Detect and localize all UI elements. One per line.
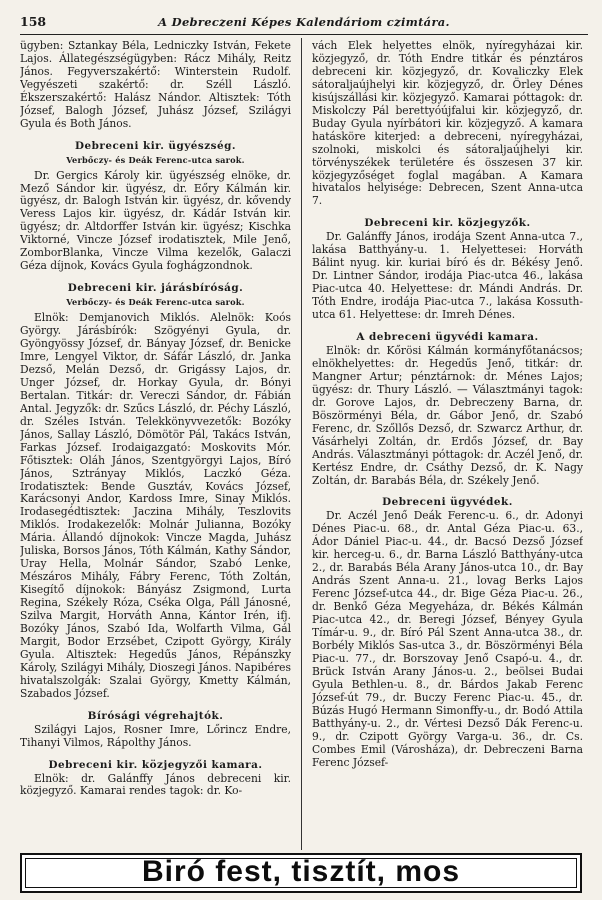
advertisement-text: Biró fest, tisztít, mos <box>141 855 461 888</box>
section-title-kozjegyzoi-kamara: Debreceni kir. közjegyzői kamara. <box>48 758 263 771</box>
page-number: 158 <box>20 14 47 29</box>
section-body-kozjegyzoi-kamara: Elnök: dr. Galánffy János debreceni kir. közjegyző. Kamarai rendes tagok: dr. Ko- <box>20 771 291 798</box>
section-title-ugyeszseg: Debreceni kir. ügyészség. <box>75 139 236 152</box>
section-subtitle-ugyeszseg: Verbőczy- és Deák Ferenc-utca sarok. <box>66 154 245 165</box>
page-header <box>20 14 588 35</box>
section-title-vegrehajtok: Bírósági végrehajtók. <box>87 709 224 722</box>
advertisement-banner <box>20 853 582 893</box>
section-title-ugyvedi-kamara: A debreceni ügyvédi kamara. <box>356 331 539 344</box>
section-body-ugyvedek: Dr. Aczél Jenő Deák Ferenc-u. 6., dr. Adonyi Dénes Piac-u. 68., dr. Antal Géza Piac-u. 63., Ádor Dániel Piac-u. 44., dr. Bacsó Dezső József kir. herceg-u. 6., dr. Barna László Batthyány-utca 2., dr. Barabás Béla Arany János-utca 10., dr. Bay András Szent Anna-u. 21., lovag Berks Lajos Ferenc József-utca 44., dr. Bige Géza Piac-u. 26., dr. Benkő Géza Megyeháza, dr. Békés Kálmán Piac-utca 42., dr. Beregi József, Bényey Gyula Tímár-u. 9., dr. Bíró Pál Szent Anna-utca 38., dr. Borbély Miklós Sas-utca 3., dr. Böszörményi Béla Piac-u. 77., dr. Borszovay Jenő Csapó-u. 4., dr. Brück István Arany János-u. 2., beölsei Budai Gyula Bethlen-u. 8., dr. Bárdos Jakab Ferenc József-út 79., dr. Buczy Ferenc Piac-u. 45., dr. Búzás Hugó Hermann Simonffy-u., dr. Bodó Attila Batthyány-u. 2., dr. Vértesi Dezső Dák Ferenc-u. 9., dr. Czipott György Varga-u. 36., dr. Cs. Combes Emil (Városháza), dr. Debreczeni Barna Ferenc József- <box>312 509 583 769</box>
section-subtitle-jarasbirosag: Verbőczy- és Deák Ferenc-utca sarok. <box>66 297 245 308</box>
section-body-vegrehajtok: Szilágyi Lajos, Rosner Imre, Lőrincz Endre, Tihanyi Vilmos, Rápolthy János. <box>20 722 291 749</box>
section-body-kozjegyzok: Dr. Galánffy János, irodája Szent Anna-utca 7., lakása Batthyány-u. 1. Helyettesei: Horváth Bálint nyug. kir. kuriai bíró és dr. Békésy Jenő. Dr. Lintner Sándor, irodája Piac-utca 46., lakása Piac-utca 40. Helyettese: dr. Mándi András. Dr. Tóth Endre, irodája Piac-utca 7., lakása Kossuth-utca 61. Helyettese: dr. Imreh Dénes. <box>312 230 583 322</box>
right-column <box>312 40 583 848</box>
left-column <box>20 40 291 848</box>
section-body-jarasbirosag: Elnök: Demjanovich Miklós. Alelnök: Koós György. Járásbírók: Szögyényi Gyula, dr. Gyöngyössy József, dr. Bányay József, dr. Benicke Imre, Lengyel Viktor, dr. Sáfár László, dr. Janka Dezső, Melán Dezső, dr. Grigássy Lajos, dr. Unger József, dr. Horkay Gyula, dr. Bónyi Bertalan. Titkár: dr. Vereczi Sándor, dr. Fábián Antal. Jegyzők: dr. Szűcs László, dr. Péchy László, dr. Széles István. Telekkönyvvezetők: Bozóky János, Sallay László, Dömötör Pál, Takács István, Farkas József. Irodaigazgató: Moskovits Mór. Főtisztek: Oláh János, Szentgyörgyi Lajos, Bíró János, Sztrányay Miklós, Laczkó Géza. Irodatisztek: Bende Gusztáv, Kovács József, Karácsonyi Andor, Kardoss Imre, Sinay Miklós. Irodasegédtisztek: Jaczina Mihály, Teszlovits Miklós. Irodakezelők: Molnár Julianna, Bozóky Mária. Állandó díjnokok: Vincze Magda, Juhász Juliska, Borsos János, Tóth Kálmán, Kathy Sándor, Uray Hella, Molnár Sándor, Szabó Lenke, Mészáros Mihály, Fábry Ferenc, Tóth Zoltán, Kisegítő díjnokok: Bányász Zsigmond, Lurta Regina, Székely Róza, Cséka Olga, Páll Jánosné, Szilva Margit, Horváth Anna, Kántor Irén, ifj. Bozóky János, Szabó Ida, Wolfarth Vilma, Gál Margit, Bodor Erzsébet, Czipott György, Király Gyula. Altisztek: Hegedűs János, Répánszky Károly, Szilágyi Mihály, Dioszegi János. Napibéres hivatalszolgák: Szalai György, Kmetty Kálmán, Szabados József. <box>20 311 291 700</box>
section-body-ugyvedi-kamara: Elnök: dr. Kőrösi Kálmán kormányfőtanácsos; elnökhelyettes: dr. Hegedűs Jenő, titkár: dr. Mangner Artur; pénztárnok: dr. Ménes Lajos; ügyész: dr. Thury László. — Választmányi tagok: dr. Gorove Lajos, dr. Debreczeny Barna, dr. Böszörményi Béla, dr. Gábor Jenő, dr. Szabó Ferenc, dr. Szőllős Dezső, dr. Szwarcz Arthur, dr. Vásárhelyi Zoltán, dr. Erdős József, dr. Bay András. Választmányi póttagok: dr. Aczél Jenő, dr. Kertész Endre, dr. Csáthy Dezső, dr. K. Nagy Zoltán, dr. Barabás Béla, dr. Székely Jenő. <box>312 343 583 487</box>
section-title-kozjegyzok: Debreceni kir. közjegyzők. <box>364 217 531 230</box>
section-title-jarasbirosag: Debreceni kir. járásbíróság. <box>67 282 244 295</box>
section-title-ugyvedek: Debreceni ügyvédek. <box>382 496 513 509</box>
right-intro-paragraph: vách Elek helyettes elnök, nyíregyházai kir. közjegyző, dr. Tóth Endre titkár és pénztáros debreceni kir. közjegyző, dr. Kovaliczky Elek sátoraljaújhelyi kir. közjegyző, dr. Örley Dénes kisújszállási kir. közjegyző. Kamarai póttagok: dr. Miskolczy Pál berettyóújfalui kir. közjegyző, dr. Buday Gyula nyírbátori kir. közjegyző. A kamara hatásköre kiterjed: a debreceni, nyíregyházai, szolnoki, miskolci és sátoraljaújhelyi kir. törvényszékek területére és összesen 37 kir. közjegyzőséget foglal magában. A Kamara hivatalos helyisége: Debrecen, Szent Anna-utca 7. <box>312 40 583 208</box>
running-title: A Debreczeni Képes Kalendáriom czimtára. <box>158 15 450 29</box>
section-body-ugyeszseg: Dr. Gergics Károly kir. ügyészség elnöke, dr. Mező Sándor kir. ügyész, dr. Eőry Kálmán kir. ügyész, dr. Balogh István kir. ügyész, dr. kővendy Veress Lajos kir. ügyész, dr. Kádár István kir. ügyész; dr. Altdorffer István kir. ügyész; Kischka Viktorné, Vincze József irodatisztek, Mile Jenő, ZomborBlanka, Vincze Vilma kezelők, Galaczi Géza díjnok, Kovács Gyula foghágzondnok. <box>20 168 291 273</box>
left-intro-paragraph: ügyben: Sztankay Béla, Ledniczky István, Fekete Lajos. Állategészségügyben: Rácz Mihály, Reitz János. Fegyverszakértő: Winterstein Rudolf. Vegyészeti szakértő: dr. Széll László. Ékszerszakértő: Halász Nándor. Altisztek: Tóth József, Balogh József, Juhász József, Szilágyi Gyula és Both János. <box>20 40 291 130</box>
column-divider <box>301 38 302 850</box>
